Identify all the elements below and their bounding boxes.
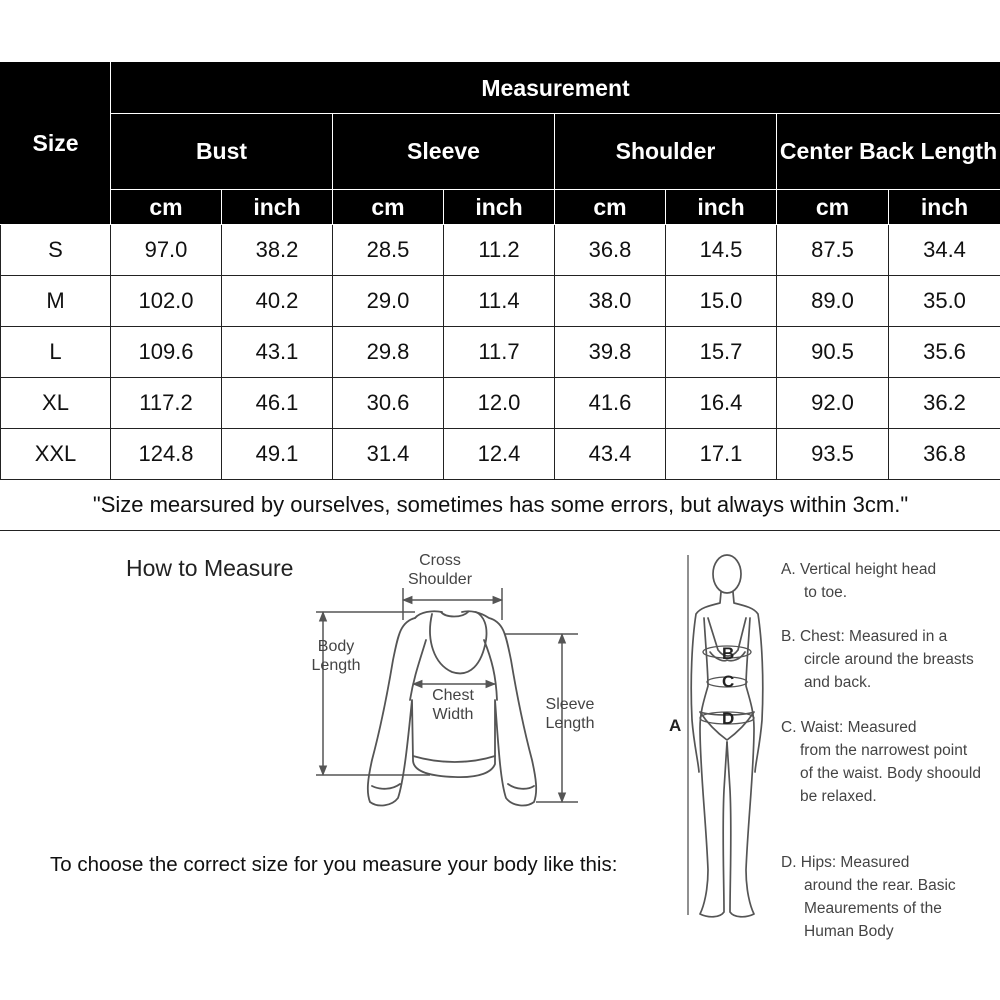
value-cell: 14.5 [666,225,777,276]
value-cell: 36.2 [889,378,1000,429]
value-cell: 90.5 [777,327,889,378]
value-cell: 109.6 [111,327,222,378]
legend-item-b-first: B. Chest: Measured in a [781,628,948,645]
value-cell: 15.7 [666,327,777,378]
unit-header: cm [555,190,666,225]
how-to-measure-title: How to Measure [126,555,294,581]
legend-item-a-first: A. Vertical height head [781,561,937,578]
size-cell: XXL [1,429,111,480]
value-cell: 43.4 [555,429,666,480]
size-cell: S [1,225,111,276]
value-cell: 11.7 [444,327,555,378]
size-cell: XL [1,378,111,429]
value-cell: 28.5 [333,225,444,276]
value-cell: 17.1 [666,429,777,480]
unit-header: inch [666,190,777,225]
value-cell: 41.6 [555,378,666,429]
value-cell: 38.2 [222,225,333,276]
legend-item-d-rest: around the rear. Basic Meaurements of the Human Body [804,877,956,940]
legend-item-b [781,625,996,694]
value-cell: 16.4 [666,378,777,429]
category-header-bust: Bust [111,114,333,190]
value-cell: 30.6 [333,378,444,429]
value-cell: 11.2 [444,225,555,276]
value-cell: 12.0 [444,378,555,429]
value-cell: 89.0 [777,276,889,327]
size-column-header: Size [1,63,111,225]
chest-width-label: Chest Width [432,687,474,723]
size-cell: M [1,276,111,327]
value-cell: 36.8 [555,225,666,276]
value-cell: 92.0 [777,378,889,429]
legend-item-d [781,851,991,943]
legend-item-a-rest: to toe. [804,584,848,601]
value-cell: 40.2 [222,276,333,327]
legend-item-d-first: D. Hips: Measured [781,854,910,871]
value-cell: 34.4 [889,225,1000,276]
value-cell: 124.8 [111,429,222,480]
measure-instruction: To choose the correct size for you measure your body like this: [50,853,618,876]
human-body-figure [691,555,763,917]
value-cell: 43.1 [222,327,333,378]
category-header-shoulder: Shoulder [555,114,777,190]
value-cell: 35.6 [889,327,1000,378]
legend-item-a [781,558,996,604]
legend-item-c-rest: from the narrowest point of the waist. Body shoould be relaxed. [800,742,981,805]
value-cell: 15.0 [666,276,777,327]
category-header-sleeve: Sleeve [333,114,555,190]
figure-letter-d: D [722,709,735,728]
table-note: "Size mearsured by ourselves, sometimes has some errors, but always within 3cm." [1,480,1000,531]
figure-letter-a: A [669,716,682,735]
measurement-header: Measurement [111,63,1000,114]
value-cell: 93.5 [777,429,889,480]
value-cell: 35.0 [889,276,1000,327]
unit-header: inch [222,190,333,225]
cross-shoulder-label: Cross Shoulder [407,552,473,588]
legend-item-b-rest: circle around the breasts and back. [804,651,974,691]
value-cell: 29.8 [333,327,444,378]
unit-header: cm [777,190,889,225]
unit-header: inch [889,190,1000,225]
value-cell: 39.8 [555,327,666,378]
sleeve-length-label: Sleeve Length [545,696,595,732]
unit-header: cm [111,190,222,225]
value-cell: 49.1 [222,429,333,480]
size-cell: L [1,327,111,378]
legend-item-c-first: C. Waist: Measured [781,719,917,736]
value-cell: 46.1 [222,378,333,429]
category-header-center-back-length: Center Back Length [777,114,1000,190]
value-cell: 29.0 [333,276,444,327]
value-cell: 117.2 [111,378,222,429]
value-cell: 36.8 [889,429,1000,480]
value-cell: 102.0 [111,276,222,327]
figure-letter-c: C [722,672,735,691]
value-cell: 31.4 [333,429,444,480]
value-cell: 87.5 [777,225,889,276]
legend-item-c [781,716,981,808]
body-length-label: Body Length [311,638,361,674]
unit-header: cm [333,190,444,225]
value-cell: 97.0 [111,225,222,276]
unit-header: inch [444,190,555,225]
figure-letter-b: B [722,644,735,663]
value-cell: 38.0 [555,276,666,327]
value-cell: 12.4 [444,429,555,480]
value-cell: 11.4 [444,276,555,327]
